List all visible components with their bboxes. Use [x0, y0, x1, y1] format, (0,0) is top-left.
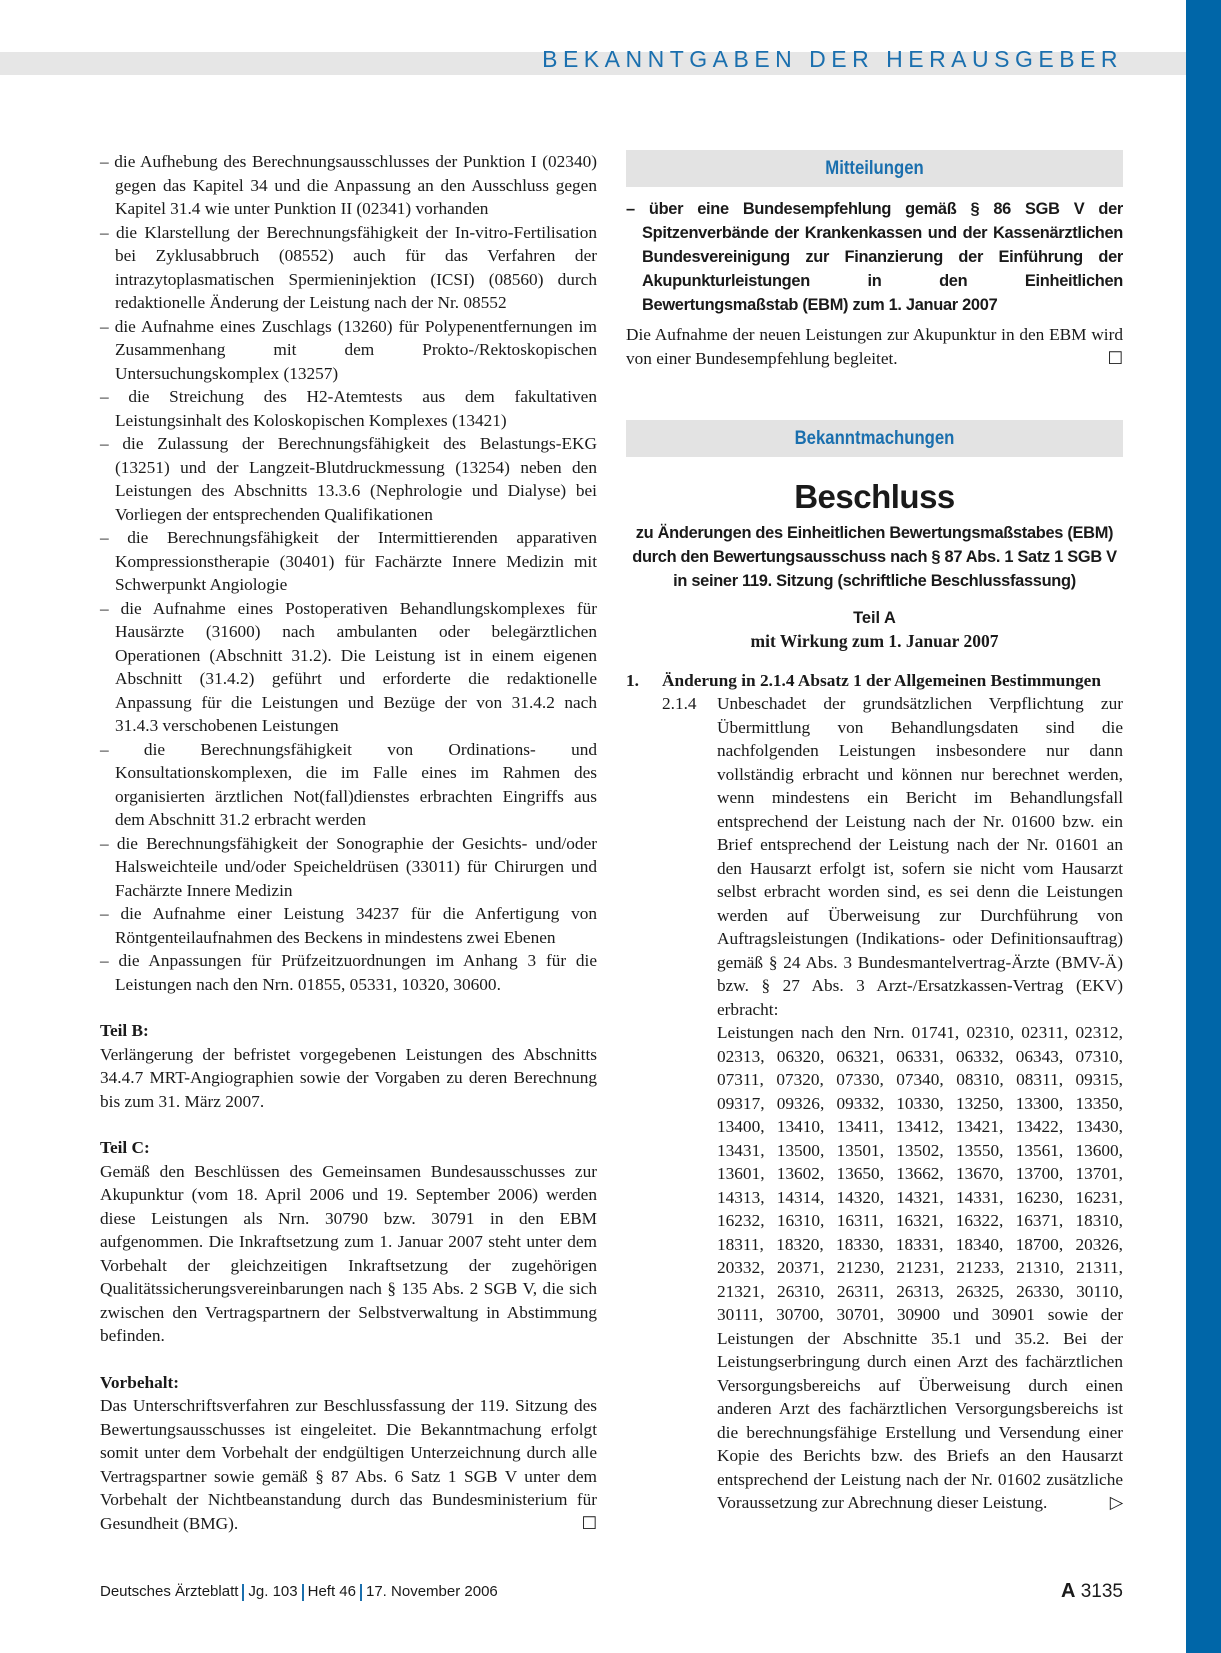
paragraph-text [717, 692, 1123, 1515]
list-item: – die Anpassungen für Prüfzeitzuordnungen im Anhang 3 für die Leistungen nach den Nrn. 01855, 05331, 10320, 30600. [100, 949, 597, 996]
teil-b-heading: Teil B: [100, 1021, 149, 1040]
beschluss-title: Beschluss [794, 478, 955, 515]
journal-date: 17. November 2006 [366, 1583, 498, 1600]
mitteilungen-title: Mitteilungen [656, 150, 1093, 187]
teil-c-section [100, 1136, 597, 1348]
vorbehalt-section [100, 1371, 597, 1536]
end-square-icon: ☐ [581, 1513, 597, 1533]
paragraph-part-2 [717, 1021, 1123, 1515]
mitteilungen-text: Die Aufnahme der neuen Leistungen zur Akupunktur in den EBM wird von einer Bundesempfehlung begleitet. [626, 325, 1123, 368]
teil-b-text: Verlängerung der befristet vorgegebenen Leistungen des Abschnitts 34.4.7 MRT-Angiographien sowie der Vorgaben zu deren Berechnung bis zum 31. März 2007. [100, 1044, 597, 1111]
list-item: – die Klarstellung der Berechnungsfähigkeit der In-vitro-Fertilisation bei Zyklusabbruch (08552) auch für das Verfahren der intrazytoplasmatischen Spermieninjektion (ICSI) (08560) durch redaktionelle Änderung der Leistung nach der Nr. 08552 [100, 221, 597, 315]
beschluss-subtitle: zu Änderungen des Einheitlichen Bewertungsmaßstabes (EBM) durch den Bewertungsausschuss nach § 87 Abs. 1 Satz 1 SGB V in seiner 119. Sitzung (schriftliche Beschlussfassung) [632, 523, 1117, 590]
teil-a-heading: Teil A [853, 608, 896, 627]
change-heading [626, 669, 1123, 693]
list-item: – die Berechnungsfähigkeit von Ordinations- und Konsultationskomplexen, die im Falle eines im Rahmen des organisierten ärztlichen Not(fall)dienstes erbrachten Eingriffs aus dem Abschnitt 31.2 erbracht werden [100, 738, 597, 832]
footer-separator [242, 1584, 244, 1601]
continue-arrow-icon: ▷ [1109, 1493, 1123, 1512]
footer-separator [302, 1584, 304, 1601]
page-prefix: A [1060, 1580, 1076, 1602]
teil-b-section [100, 1019, 597, 1113]
list-item: – die Aufnahme eines Postoperativen Behandlungskomplexes für Hausärzte (31600) nach ambulanten oder belegärztlichen Operationen (Abschnitt 31.2). Die Leistung ist in einem eigenen Abschnitt (31.4.2) geführt und erforderte die redaktionelle Anpassung für die Leistungen und Bezüge der von 31.4.2 nach 31.4.3 verschobenen Leistungen [100, 597, 597, 738]
footer-citation [100, 1583, 498, 1601]
list-item: – die Streichung des H2-Atemtests aus dem fakultativen Leistungsinhalt des Koloskopischen Komplexes (13421) [100, 385, 597, 432]
journal-volume: Jg. 103 [248, 1583, 298, 1600]
teil-c-heading: Teil C: [100, 1138, 150, 1157]
list-item: – die Aufhebung des Berechnungsausschlusses der Punktion I (02340) gegen das Kapitel 34 und die Anpassung an den Ausschluss gegen Kapitel 31.4 wie unter Punktion II (02341) vorhanden [100, 150, 597, 221]
paragraph-part-1: Unbeschadet der grundsätzlichen Verpflichtung zur Übermittlung von Behandlungsdaten sind die nachfolgenden Leistungen insbesondere nur dann vollständig erbracht und können nur berechnet werden, wenn mindestens ein Bericht im Behandlungsfall entsprechend der Leistung nach der Nr. 01600 bzw. ein Brief entsprechend der Leistung nach der Nr. 01601 an den Hausarzt erfolgt ist, sofern sie nicht vom Hausarzt selbst erbracht worden sind, es sei denn die Leistungen werden auf Überweisung zur Durchführung von Auftragsleistungen (Indikations- oder Definitionsauftrag) gemäß § 24 Abs. 3 Bundesmantelvertrag-Ärzte (BMV-Ä) bzw. § 27 Abs. 3 Arzt-/Ersatzkassen-Vertrag (EKV) erbracht: [717, 694, 1123, 1019]
journal-name: Deutsches Ärzteblatt [100, 1583, 239, 1600]
left-column [100, 150, 597, 1535]
vorbehalt-body: Das Unterschriftsverfahren zur Beschlussfassung der 119. Sitzung des Bewertungsausschusses ist eingeleitet. Die Bekanntmachung erfolgt somit unter dem Vorbehalt der endgültigen Unterzeichnung durch alle Vertragspartner sowie gemäß § 87 Abs. 6 Satz 1 SGB V unter dem Vorbehalt der Nichtbeanstandung durch das Bundesministerium für Gesundheit (BMG). [100, 1396, 597, 1533]
paragraph-number: 2.1.4 [662, 694, 697, 713]
vorbehalt-text [100, 1394, 597, 1535]
vorbehalt-heading: Vorbehalt: [100, 1372, 180, 1392]
bekanntmachungen-title: Bekanntmachungen [656, 420, 1093, 457]
paragraph-2-1-4 [662, 692, 1123, 1515]
change-list [100, 150, 597, 996]
list-item: – die Zulassung der Berechnungsfähigkeit des Belastungs-EKG (13251) und der Langzeit-Blutdruckmessung (13254) neben den Leistungen des Abschnitts 13.3.6 (Nephrologie und Dialyse) bei Vorliegen der entsprechenden Qualifikationen [100, 432, 597, 526]
list-item: – die Berechnungsfähigkeit der Sonographie der Gesichts- und/oder Halsweichteile und/oder Speicheldrüsen (33011) für Chirurgen und Fachärzte Innere Medizin [100, 832, 597, 903]
list-item: – die Aufnahme eines Zuschlags (13260) für Polypenentfernungen im Zusammenhang mit dem Prokto-/Rektoskopischen Untersuchungskomplex (13257) [100, 315, 597, 386]
page-number-value: 3135 [1080, 1581, 1123, 1602]
teil-c-text: Gemäß den Beschlüssen des Gemeinsamen Bundesausschusses zur Akupunktur (vom 18. April 2006 und 19. September 2006) werden diese Leistungen als Nrn. 30790 bzw. 30791 in den EBM aufgenommen. Die Inkraftsetzung zum 1. Januar 2007 steht unter dem Vorbehalt der gleichzeitigen Inkraftsetzung der zugehörigen Qualitätssicherungsvereinbarungen nach § 135 Abs. 2 SGB V, die sich zwischen den Vertragspartnern der Selbstverwaltung in Abstimmung befinden. [100, 1161, 597, 1345]
mitteilungen-bar [626, 150, 1123, 187]
change-number: 1. [626, 670, 639, 690]
mitteilungen-body [626, 323, 1123, 370]
section-header-title: BEKANNTGABEN DER HERAUSGEBER [542, 46, 1123, 72]
footer-separator [360, 1584, 362, 1601]
paragraph-part-2-text: Leistungen nach den Nrn. 01741, 02310, 02311, 02312, 02313, 06320, 06321, 06331, 06332, 06343, 07310, 07311, 07320, 07330, 07340, 08310, 08311, 09315, 09317, 09326, 09332, 10330, 13250, 13300, 13350, 13400, 13410, 13411, 13412, 13421, 13422, 13430, 13431, 13500, 13501, 13502, 13550, 13561, 13600, 13601, 13602, 13650, 13662, 13670, 13700, 13701, 14313, 14314, 14320, 14321, 14331, 16230, 16231, 16232, 16310, 16311, 16321, 16322, 16371, 18310, 18311, 18320, 18330, 18331, 18340, 18700, 20326, 20332, 20371, 21230, 21231, 21233, 21310, 21311, 21321, 26310, 26311, 26313, 26325, 26330, 30110, 30111, 30700, 30701, 30900 und 30901 sowie der Leistungen der Abschnitte 35.1 und 35.2. Bei der Leistungserbringung durch einen Arzt des fachärztlichen Versorgungsbereichs auf Überweisung durch einen anderen Arzt des fachärztlichen Versorgungsbereichs ist die berechnungsfähige Erstellung und Versendung einer Kopie des Berichts bzw. des Briefs an den Hausarzt entsprechend der Leistung nach der Nr. 01602 zusätzliche Voraussetzung zur Abrechnung dieser Leistung. [717, 1023, 1123, 1512]
right-edge-bar [1186, 0, 1221, 1653]
list-item: – die Aufnahme einer Leistung 34237 für die Anfertigung von Röntgenteilaufnahmen des Beckens in mindestens zwei Ebenen [100, 902, 597, 949]
change-title: Änderung in 2.1.4 Absatz 1 der Allgemeinen Bestimmungen [662, 670, 1101, 690]
list-item: – die Berechnungsfähigkeit der Intermittierenden apparativen Kompressionstherapie (30401) für Fachärzte Innere Medizin mit Schwerpunkt Angiologie [100, 526, 597, 597]
right-column [626, 150, 1123, 1515]
journal-issue: Heft 46 [307, 1583, 356, 1600]
wirkung-line: mit Wirkung zum 1. Januar 2007 [750, 631, 999, 651]
bekanntmachungen-bar [626, 420, 1123, 457]
end-square-icon: ☐ [1107, 348, 1123, 368]
mitteilungen-headline: – über eine Bundesempfehlung gemäß § 86 SGB V der Spitzenverbände der Krankenkassen und der Kassenärztlichen Bundesvereinigung zur Finanzierung der Einführung der Akupunkturleistungen in den Einheitlichen Bewertungsmaßstab (EBM) zum 1. Januar 2007 [626, 200, 1123, 314]
page-number [1061, 1580, 1123, 1603]
